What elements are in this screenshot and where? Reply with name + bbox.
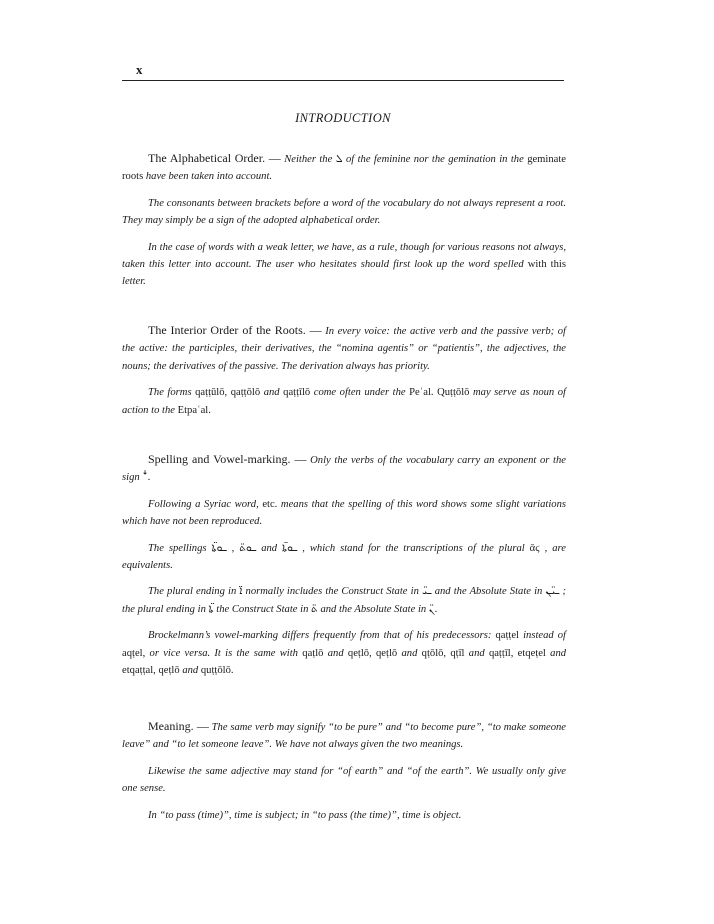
text-run: and the Absolute State in bbox=[320, 603, 427, 615]
text-run: of the feminine nor the gemination in the bbox=[345, 154, 524, 165]
text-run: Likewise the same adjective may stand for “of earth” and “of the earth”. We usually only give one sense. bbox=[122, 765, 566, 795]
text-run: In the case of words with a weak letter, we have, as a rule, though for various reasons not always, taken this letter into account. The user who hesitates should first look up the word spelled bbox=[122, 241, 566, 271]
text-run: In every voice: the active verb and the passive verb; of the active: the participles, their derivatives, the “nomina agentis” or “patientis”, the adjectives, the nouns; the derivatives of the passive. The derivation always has priority. bbox=[122, 326, 566, 372]
text-run: normally includes the Construct State in bbox=[245, 586, 419, 598]
paragraph bbox=[122, 718, 566, 754]
text-run: Neither the bbox=[284, 154, 333, 165]
text-run: come often under the bbox=[313, 387, 406, 399]
paragraph bbox=[122, 195, 566, 230]
syriac-glyph: ـܘܬ̈ bbox=[239, 542, 257, 554]
paragraph bbox=[122, 384, 566, 419]
text-run: have been taken into account. bbox=[145, 171, 273, 183]
text-run: The spellings bbox=[148, 542, 207, 554]
paragraph bbox=[122, 627, 566, 679]
transliteration: quṭṭōlō. bbox=[200, 665, 234, 677]
text-run: etc. bbox=[262, 498, 278, 510]
transliteration: Etpaʿal. bbox=[177, 404, 211, 416]
text-run: , are equivalents. bbox=[122, 542, 566, 572]
syriac-glyph: ـܘܬ̈ܐ bbox=[211, 542, 227, 554]
transliteration: qaṭṭūlō, qaṭṭōlō bbox=[195, 387, 261, 399]
paragraph-lead: The Alphabetical Order. — bbox=[148, 151, 281, 165]
text-run: and the Absolute State in bbox=[434, 586, 543, 598]
text-run: and bbox=[468, 647, 485, 659]
paragraph-lead: The Interior Order of the Roots. — bbox=[148, 323, 322, 337]
transliteration: qaṭṭel bbox=[495, 630, 519, 642]
text-run: Only the verbs of the vocabulary carry an exponent or the sign bbox=[122, 455, 566, 484]
paragraph-lead: Meaning. — bbox=[148, 719, 209, 733]
syriac-glyph: ܬ̈ bbox=[311, 603, 318, 615]
paragraph bbox=[122, 583, 566, 618]
paragraph bbox=[122, 496, 566, 531]
syriac-glyph: ـ̈ܝ bbox=[422, 586, 432, 598]
section-meaning bbox=[122, 718, 566, 824]
text-run: with this bbox=[527, 259, 566, 271]
text-run: In “to pass (time)”, time is subject; in “to pass (the time)”, time is object. bbox=[148, 809, 462, 821]
section-title: INTRODUCTION bbox=[295, 111, 391, 125]
section-alphabetical-order bbox=[122, 150, 566, 291]
syriac-glyph: ܐ̈ bbox=[239, 586, 243, 598]
text-run: The same verb may signify “to be pure” and “to become pure”, “to make someone leave” and “to let someone leave”. We have not always given the two meanings. bbox=[122, 722, 567, 751]
text-run: may serve as noun of action to the bbox=[122, 387, 566, 416]
text-run: . bbox=[434, 603, 438, 615]
section-interior-order bbox=[122, 322, 566, 419]
text-run: ; the plural ending in bbox=[122, 586, 567, 615]
paragraph bbox=[122, 763, 566, 798]
paragraph bbox=[122, 322, 566, 375]
transliteration: etqaṭṭal, qeṭlō bbox=[122, 665, 180, 677]
text-run: instead of bbox=[523, 630, 567, 642]
text-run: letter. bbox=[122, 276, 146, 288]
text-run: Following a Syriac word, bbox=[148, 498, 259, 510]
syriac-glyph: ـ̈ܝܢ bbox=[545, 586, 560, 598]
transliteration: qṭōlō, qṭīl bbox=[421, 647, 465, 659]
text-run: the Construct State in bbox=[216, 603, 309, 615]
text-run: and bbox=[182, 665, 199, 677]
paragraph bbox=[122, 150, 566, 186]
page-number: x bbox=[136, 62, 143, 77]
text-run: and bbox=[263, 387, 280, 399]
exponent-sign: ꜜ bbox=[142, 472, 148, 484]
transliteration: qeṭlō, qeṭlō bbox=[347, 647, 398, 659]
syriac-glyph: ܠ bbox=[335, 154, 343, 165]
text-run: Brockelmann’s vowel-marking differs frequently from that of his predecessors: bbox=[148, 630, 492, 642]
paragraph bbox=[122, 451, 566, 487]
transliteration: qaṭṭīlō bbox=[283, 387, 311, 399]
text-run: The consonants between brackets before a word of the vocabulary do not always represent a root. They may simply be a sign of the adopted alphabetical order. bbox=[122, 197, 566, 227]
syriac-glyph: ܢ̈ bbox=[428, 603, 435, 615]
transliteration: aqṭel, bbox=[122, 647, 146, 659]
paragraph-lead: Spelling and Vowel-marking. — bbox=[148, 452, 307, 466]
text-run: . bbox=[147, 472, 151, 484]
section-spelling bbox=[122, 451, 566, 679]
transliteration: Peʿal. Quṭṭōlō bbox=[409, 387, 470, 399]
transliteration: qaṭlō bbox=[302, 647, 324, 659]
text-run: The forms bbox=[148, 387, 192, 399]
text-run: geminate roots bbox=[122, 154, 567, 183]
paragraph bbox=[122, 239, 566, 291]
text-run: and bbox=[327, 647, 344, 659]
text-run: , which stand for the transcriptions of the plural bbox=[302, 542, 525, 554]
paragraph: The spellings ـܘܬ̈ , ـܘܬ̈ܐ and ـܘܬ̈ܐ , which stand for the transcriptions of the plural ᾱϛ , are equivalents. bbox=[122, 542, 566, 572]
syriac-glyph: ܬܐ̈ bbox=[208, 603, 214, 615]
syriac-glyph: ـܘܬ̈ܐ bbox=[282, 542, 298, 554]
text-run: and bbox=[401, 647, 418, 659]
paragraph bbox=[122, 807, 566, 824]
text-run: means that the spelling of this word shows some slight variations which have not been reproduced. bbox=[122, 498, 566, 528]
header-rule bbox=[122, 80, 564, 81]
transliteration: qaṭṭīl, etqeṭel bbox=[488, 647, 546, 659]
greek-glyph: ᾱϛ bbox=[529, 542, 540, 554]
text-run: and bbox=[550, 647, 567, 659]
text-run: or vice versa. It is the same with bbox=[149, 647, 298, 659]
text-run: and bbox=[261, 542, 278, 554]
text-run: The plural ending in bbox=[148, 586, 237, 598]
